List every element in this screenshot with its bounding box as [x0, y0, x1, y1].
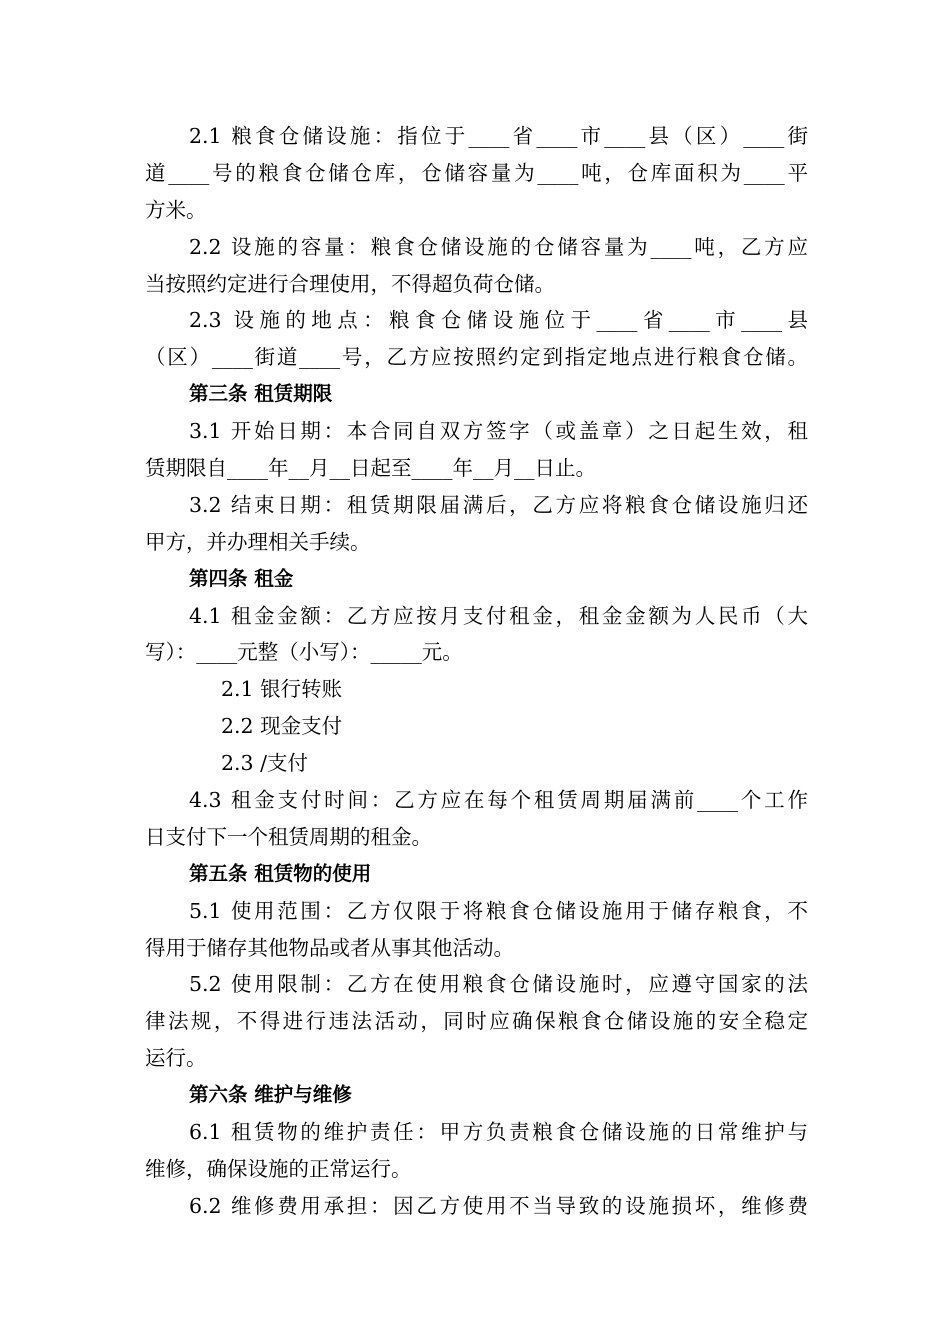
clause-continuation-line: 写）：____元整（小写）：_____元。 — [145, 640, 463, 665]
article-heading: 第六条 维护与维修 — [189, 1083, 352, 1107]
clause-continuation-line: （区）____街道____号，乙方应按照约定到指定地点进行粮食仓储。 — [145, 345, 808, 370]
payment-method-item: 2.3 /支付 — [221, 751, 309, 776]
payment-method-item: 2.1 银行转账 — [221, 677, 343, 702]
article-heading: 第四条 租金 — [189, 566, 294, 590]
clause-continuation-line: 得用于储存其他物品或者从事其他活动。 — [145, 935, 514, 960]
clause-continuation-line: 当按照约定进行合理使用，不得超负荷仓储。 — [145, 271, 555, 296]
clause-continuation-line: 道____号的粮食仓储仓库，仓储容量为____吨，仓库面积为____平 — [145, 160, 808, 185]
article-heading: 第三条 租赁期限 — [189, 382, 333, 406]
clause-continuation-line: 日支付下一个租赁周期的租金。 — [145, 824, 432, 849]
clause-continuation-line: 维修，确保设施的正常运行。 — [145, 1156, 412, 1181]
clause-first-line: 3.2 结束日期：租赁期限届满后，乙方应将粮食仓储设施归还 — [189, 492, 808, 517]
payment-method-item: 2.2 现金支付 — [221, 714, 343, 739]
clause-continuation-line: 运行。 — [145, 1046, 207, 1071]
clause-continuation-line: 赁期限自____年__月__日起至____年__月__日止。 — [145, 456, 596, 481]
clause-first-line: 4.3 租金支付时间：乙方应在每个租赁周期届满前____个工作 — [189, 788, 808, 813]
clause-first-line: 5.2 使用限制：乙方在使用粮食仓储设施时，应遵守国家的法 — [189, 972, 808, 997]
clause-first-line: 6.2 维修费用承担：因乙方使用不当导致的设施损坏，维修费 — [189, 1193, 808, 1218]
clause-first-line: 3.1 开始日期：本合同自双方签字（或盖章）之日起生效，租 — [189, 419, 808, 444]
clause-first-line: 4.1 租金金额：乙方应按月支付租金，租金金额为人民币（大 — [189, 603, 808, 628]
clause-first-line: 6.1 租赁物的维护责任：甲方负责粮食仓储设施的日常维护与 — [189, 1120, 808, 1145]
clause-first-line: 2.3 设施的地点：粮食仓储设施位于____省____市____县 — [189, 308, 808, 333]
clause-first-line: 2.2 设施的容量：粮食仓储设施的仓储容量为____吨，乙方应 — [189, 234, 808, 259]
article-heading: 第五条 租赁物的使用 — [189, 861, 372, 885]
clause-continuation-line: 甲方，并办理相关手续。 — [145, 529, 371, 554]
clause-continuation-line: 律法规，不得进行违法活动，同时应确保粮食仓储设施的安全稳定 — [145, 1009, 808, 1034]
clause-continuation-line: 方米。 — [145, 197, 207, 222]
clause-first-line: 2.1 粮食仓储设施：指位于____省____市____县（区）____街 — [189, 124, 808, 148]
clause-first-line: 5.1 使用范围：乙方仅限于将粮食仓储设施用于储存粮食，不 — [189, 898, 808, 923]
contract-page — [145, 118, 808, 1225]
